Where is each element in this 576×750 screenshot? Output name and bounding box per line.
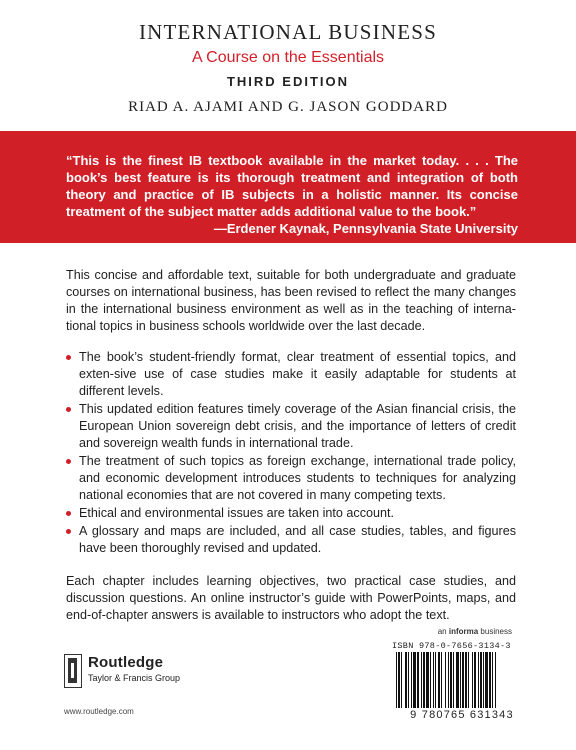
bullet-icon xyxy=(66,511,71,516)
bullet-icon xyxy=(66,355,71,360)
list-item xyxy=(66,349,516,400)
feature-list xyxy=(66,349,516,557)
bullet-icon xyxy=(66,407,71,412)
edition-label: THIRD EDITION xyxy=(226,74,350,89)
publisher-website: www.routledge.com xyxy=(64,707,134,716)
closing-paragraph: Each chapter includes learning objectives, two practical case studies, and discussion questions. An online instructor’s guide with PowerPoints, maps, and end-of-chapter answers is available to instructors who adopt the text. xyxy=(66,574,516,622)
authors-line: RIAD A. AJAMI AND G. JASON GODDARD xyxy=(128,99,448,115)
barcode-number: 9 780765 631343 xyxy=(410,709,514,721)
list-item-text: This updated edition features timely coverage of the Asian financial crisis, the European Union sovereign debt crisis, and the importance of letters of credit and sovereign wealth funds in international trade. xyxy=(79,402,516,450)
list-item xyxy=(66,401,516,452)
publisher-logo xyxy=(64,654,214,704)
list-item xyxy=(66,505,516,522)
intro-paragraph: This concise and affordable text, suitable for both undergraduate and graduate courses on international business, has been revised to reflect the many changes in the international business environment as well as in the teaching of interna-tional topics in business schools worldwide over the last decade. xyxy=(66,268,516,333)
list-item-text: A glossary and maps are included, and all case studies, tables, and figures have been thoroughly revised and updated. xyxy=(79,524,516,555)
publisher-name: Routledge xyxy=(88,654,164,671)
endorsement-quote: “This is the finest IB textbook available in the market today. . . . The book’s best feature is its thorough treatment and integration of both theory and practice of IB subjects in a holistic manner. Its concise treatment of the subject matter adds additional value to the book.” xyxy=(66,153,518,219)
blurb-body xyxy=(66,267,516,624)
isbn-label: ISBN 978-0-7656-3134-3 xyxy=(392,641,511,651)
informa-business-tag: an informa business xyxy=(437,627,512,636)
list-item-text: The treatment of such topics as foreign exchange, international trade policy, and economic development introduces students to techniques for analyzing national economies that are not covered in many competing texts. xyxy=(79,454,516,502)
book-title: INTERNATIONAL BUSINESS xyxy=(138,20,438,44)
barcode-icon xyxy=(392,652,532,708)
book-subtitle: A Course on the Essentials xyxy=(191,49,385,66)
list-item xyxy=(66,453,516,504)
publisher-group: Taylor & Francis Group xyxy=(88,673,181,683)
endorsement-band xyxy=(0,131,576,243)
bullet-icon xyxy=(66,459,71,464)
routledge-pillar-icon xyxy=(64,654,82,688)
list-item-text: Ethical and environmental issues are taken into account. xyxy=(79,506,395,520)
endorsement-attribution: —Erdener Kaynak, Pennsylvania State University xyxy=(213,221,518,236)
bullet-icon xyxy=(66,529,71,534)
list-item-text: The book’s student-friendly format, clear treatment of essential topics, and exten-sive use of case studies make it easily adaptable for students at different levels. xyxy=(79,350,516,398)
list-item xyxy=(66,523,516,557)
